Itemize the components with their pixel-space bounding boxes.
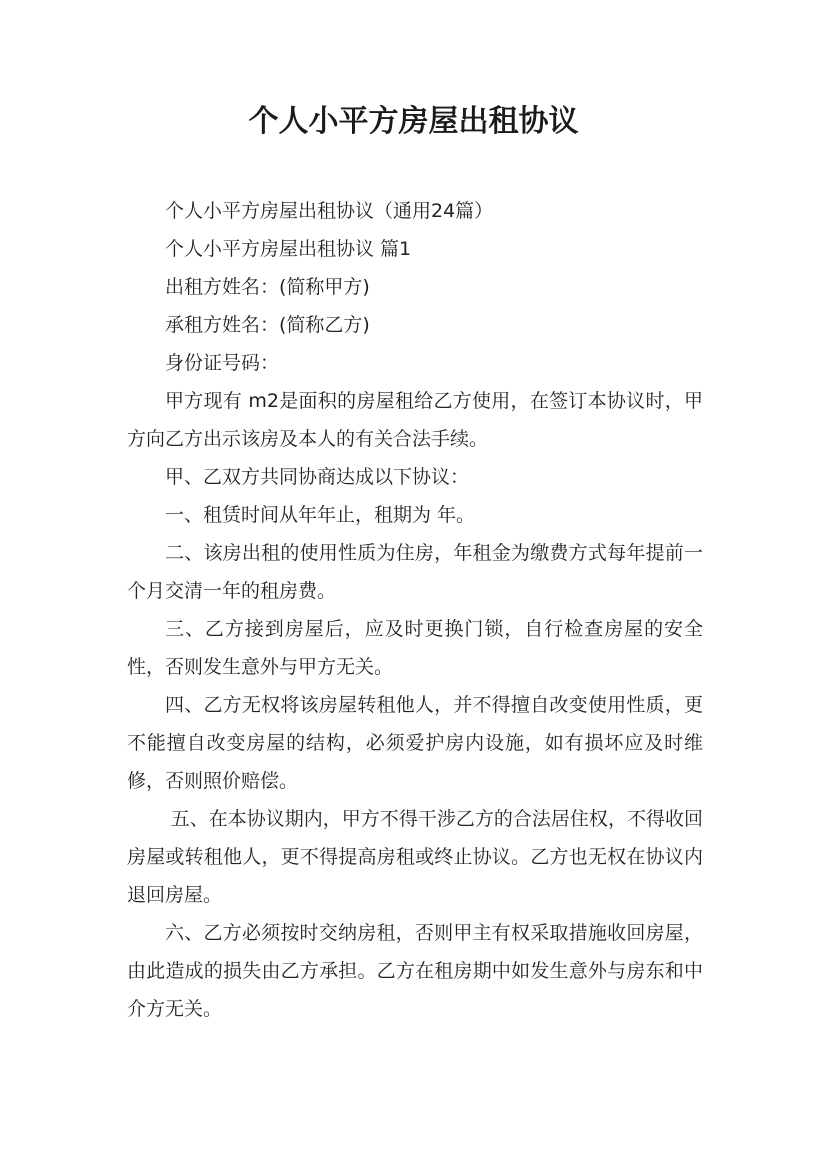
paragraph-clause-5: 五、在本协议期内，甲方不得干涉乙方的合法居住权，不得收回房屋或转租他人，更不得提高房租或终止协议。乙方也无权在协议内退回房屋。 <box>127 808 703 906</box>
paragraph-property-intro: 甲方现有 m2是面积的房屋租给乙方使用，在签订本协议时，甲方向乙方出示该房及本人的有关合法手续。 <box>127 390 703 450</box>
paragraph-id-number: 身份证号码： <box>165 352 280 374</box>
document-body <box>127 192 703 1028</box>
paragraph-clause-6: 六、乙方必须按时交纳房租，否则甲主有权采取措施收回房屋，由此造成的损失由乙方承担。乙方在租房期中如发生意外与房东和中介方无关。 <box>127 922 703 1020</box>
paragraph-clause-4: 四、乙方无权将该房屋转租他人，并不得擅自改变使用性质，更不能擅自改变房屋的结构，必须爱护房内设施，如有损坏应及时维修，否则照价赔偿。 <box>127 694 703 792</box>
document-title: 个人小平方房屋出租协议 <box>248 104 579 139</box>
paragraph-clause-2: 二、该房出租的使用性质为住房，年租金为缴费方式每年提前一个月交清一年的租房费。 <box>127 542 703 602</box>
paragraph-lessor-name: 出租方姓名：(简称甲方) <box>165 276 370 298</box>
paragraph-agreement-intro: 甲、乙双方共同协商达成以下协议： <box>165 466 470 488</box>
paragraph-heading-series: 个人小平方房屋出租协议（通用24篇） <box>165 200 494 222</box>
paragraph-lessee-name: 承租方姓名：(简称乙方) <box>165 314 370 336</box>
paragraph-clause-1: 一、租赁时间从年年止，租期为 年。 <box>165 504 476 526</box>
paragraph-clause-3: 三、乙方接到房屋后，应及时更换门锁，自行检查房屋的安全性，否则发生意外与甲方无关。 <box>127 618 703 678</box>
paragraph-heading-part1: 个人小平方房屋出租协议 篇1 <box>165 238 412 260</box>
